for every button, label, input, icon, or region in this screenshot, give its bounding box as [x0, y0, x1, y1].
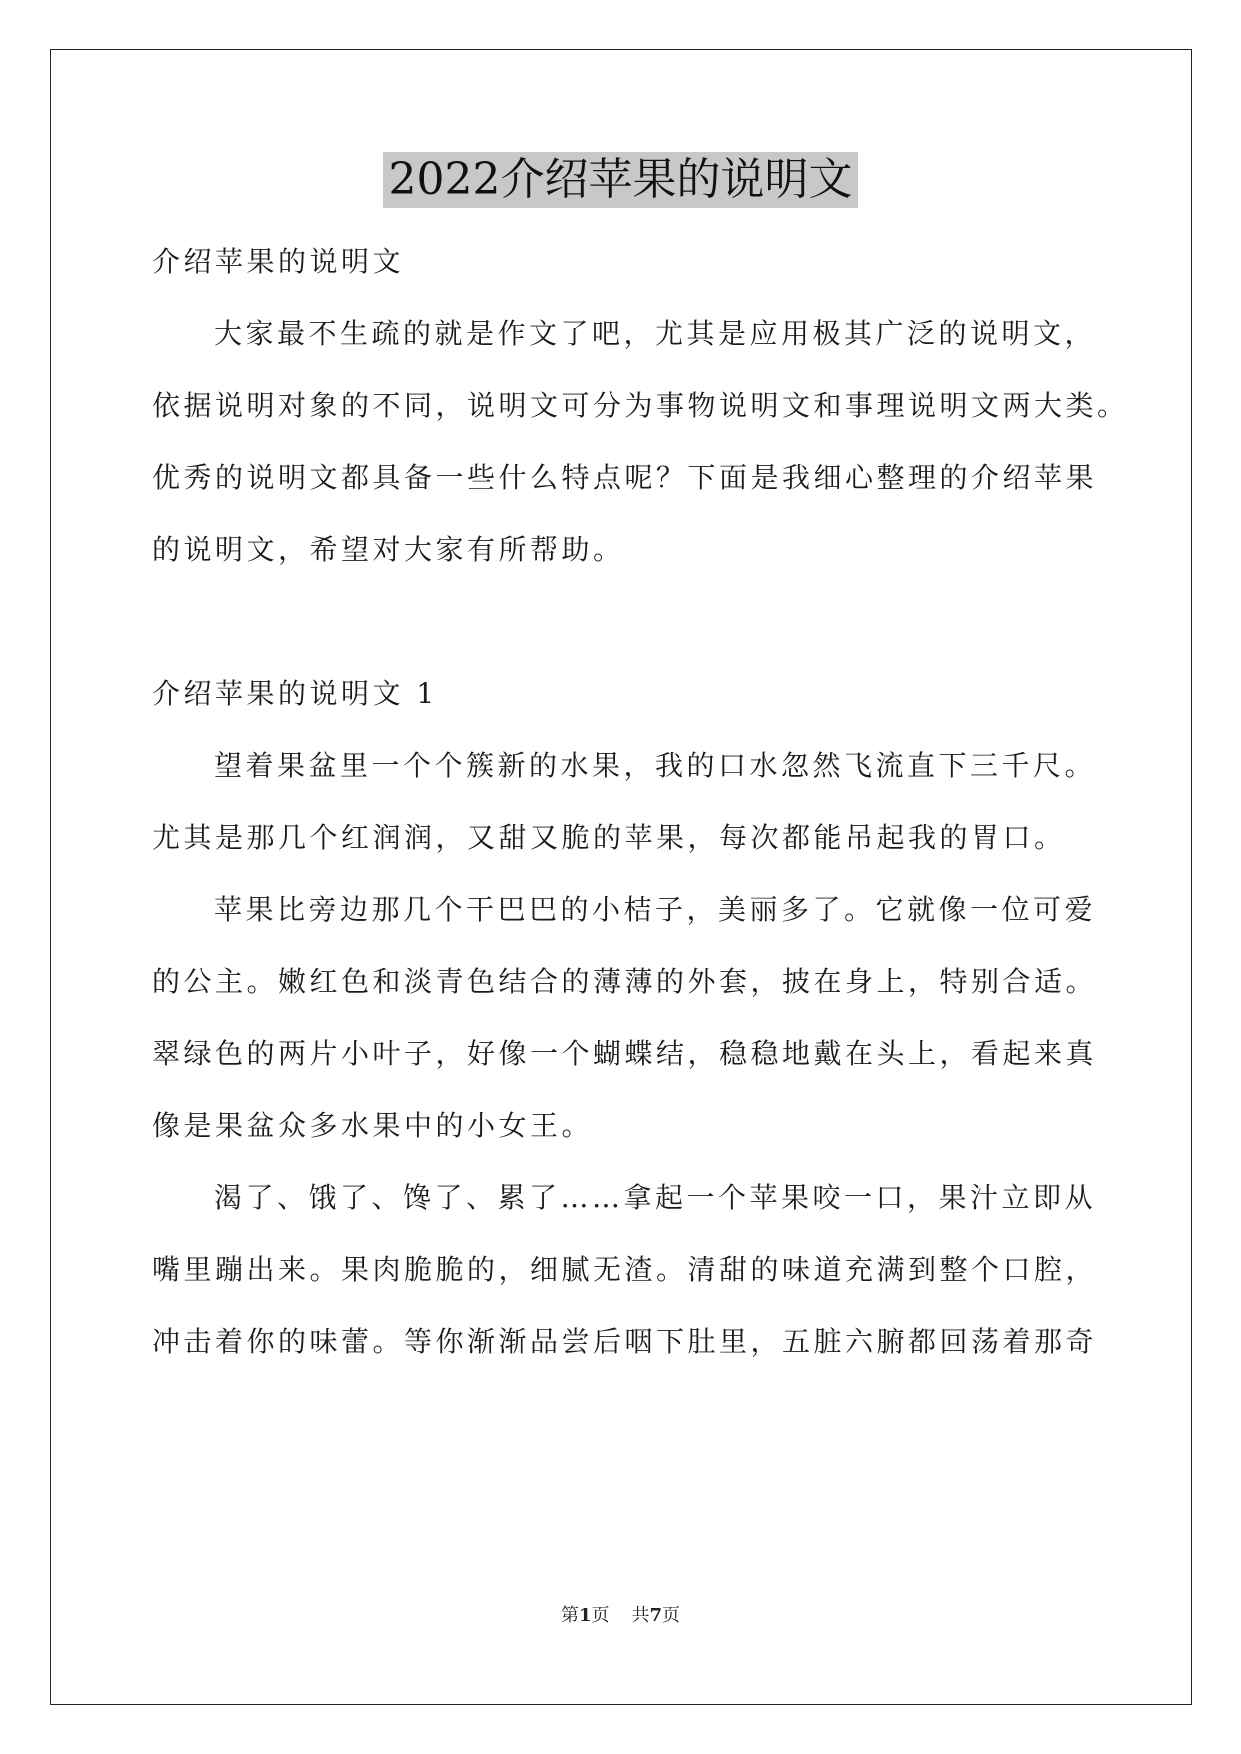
- footer-page-current: 1: [578, 1605, 592, 1626]
- paragraph-line: 渴了、饿了、馋了、累了……拿起一个苹果咬一口，果汁立即从: [214, 1181, 1097, 1214]
- paragraph-line: 依据说明对象的不同，说明文可分为事物说明文和事理说明文两大类。: [152, 389, 1129, 422]
- title-container: [0, 152, 1241, 208]
- paragraph-line: 苹果比旁边那几个干巴巴的小桔子，美丽多了。它就像一位可爱: [214, 893, 1097, 926]
- paragraph-line: 尤其是那几个红润润，又甜又脆的苹果，每次都能吊起我的胃口。: [152, 821, 1066, 854]
- paragraph-line: 的公主。嫩红色和淡青色结合的薄薄的外套，披在身上，特别合适。: [152, 965, 1098, 998]
- footer-total-unit: 页: [662, 1605, 681, 1626]
- paragraph-line: 大家最不生疏的就是作文了吧，尤其是应用极其广泛的说明文，: [214, 317, 1097, 350]
- paragraph-line: 冲击着你的味蕾。等你渐渐品尝后咽下肚里，五脏六腑都回荡着那奇: [152, 1325, 1098, 1358]
- footer-page-unit: 页: [591, 1605, 610, 1626]
- footer-total-prefix: 共: [631, 1605, 650, 1626]
- page-footer: [0, 1604, 1241, 1628]
- paragraph-line: 像是果盆众多水果中的小女王。: [152, 1109, 594, 1142]
- footer-page-prefix: 第: [560, 1605, 579, 1626]
- paragraph-line: 的说明文，希望对大家有所帮助。: [152, 533, 625, 566]
- footer-page-total: 7: [649, 1605, 663, 1626]
- paragraph-line: 翠绿色的两片小叶子，好像一个蝴蝶结，稳稳地戴在头上，看起来真: [152, 1037, 1098, 1070]
- section-heading: 介绍苹果的说明文: [152, 245, 405, 278]
- paragraph-line: 嘴里蹦出来。果肉脆脆的，细腻无渣。清甜的味道充满到整个口腔，: [152, 1253, 1098, 1286]
- paragraph-line: 望着果盆里一个个簇新的水果，我的口水忽然飞流直下三千尺。: [214, 749, 1097, 782]
- paragraph-line: 优秀的说明文都具备一些什么特点呢？下面是我细心整理的介绍苹果: [152, 461, 1098, 494]
- document-title: 2022介绍苹果的说明文: [383, 152, 859, 208]
- section-heading: 介绍苹果的说明文 1: [152, 677, 438, 710]
- page-border: [50, 49, 1192, 1705]
